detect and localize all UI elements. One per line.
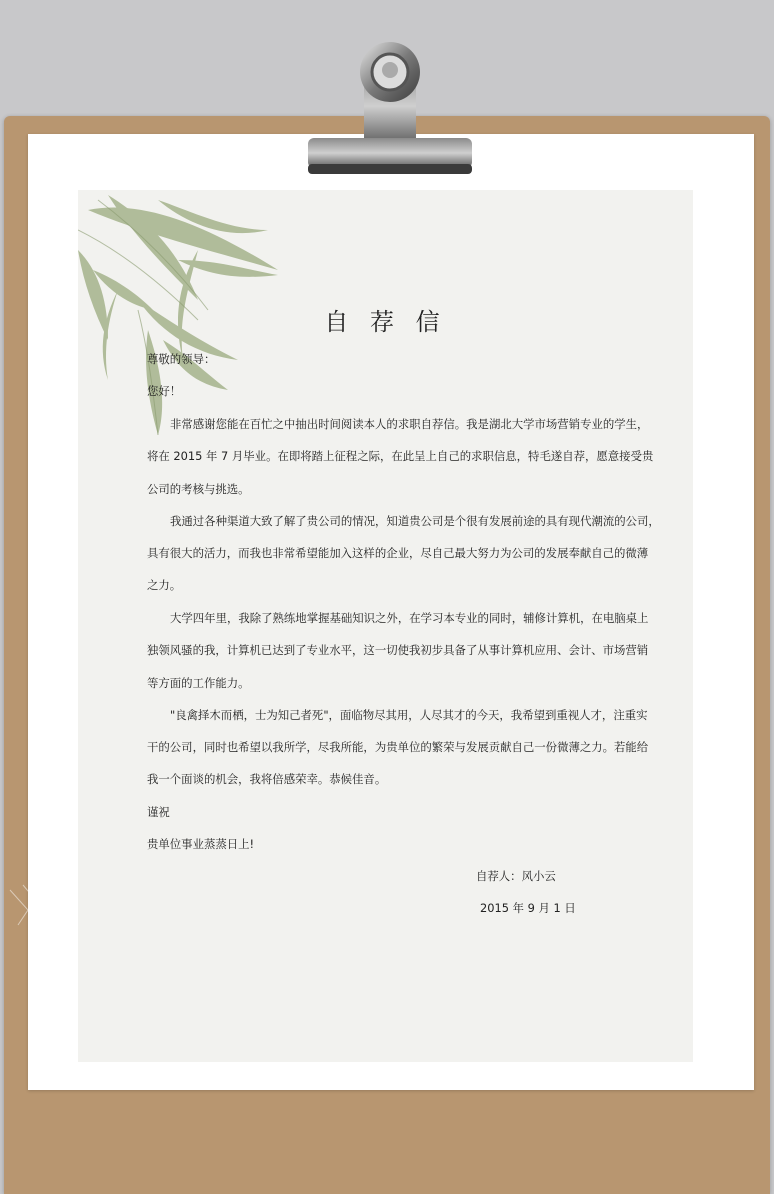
paragraph-1-line-1: 非常感谢您能在百忙之中抽出时间阅读本人的求职自荐信。我是湖北大学市场营销专业的学生， [170,417,649,431]
paragraph-4-line-1: "良禽择木而栖，士为知己者死"，面临物尽其用，人尽其才的今天，我希望到重视人才，注重实 [170,708,648,722]
paragraph-3-line-2: 独领风骚的我，计算机已达到了专业水平，这一切使我初步具备了从事计算机应用、会计、市场营销 [147,643,649,657]
paragraph-4-line-3: 我一个面谈的机会，我将倍感荣幸。恭候佳音。 [147,772,387,786]
salutation: 尊敬的领导： [147,352,216,366]
closing: 谨祝 [147,805,170,819]
paragraph-2-line-3: 之力。 [147,578,182,592]
paragraph-1-line-2: 将在 2015 年 7 月毕业。在即将踏上征程之际，在此呈上自己的求职信息，特毛遂自荐，愿意接受贵 [147,449,654,463]
paragraph-3-line-1: 大学四年里，我除了熟练地掌握基础知识之外，在学习本专业的同时，辅修计算机，在电脑桌上 [170,611,649,625]
letter-title: 自 荐 信 [324,308,447,336]
binder-clip-icon [300,26,480,178]
paragraph-2-line-2: 具有很大的活力，而我也非常希望能加入这样的企业，尽自己最大努力为公司的发展奉献自己的微薄 [147,546,649,560]
paragraph-1-line-3: 公司的考核与挑选。 [147,482,250,496]
paragraph-3-line-3: 等方面的工作能力。 [147,676,250,690]
paragraph-4-line-2: 干的公司，同时也希望以我所学，尽我所能，为贵单位的繁荣与发展贡献自己一份微薄之力。若能给 [147,740,649,754]
greeting: 您好！ [147,384,182,398]
watermark-icon [8,880,78,930]
signature: 自荐人：风小云 [476,869,556,883]
date: 2015 年 9 月 1 日 [480,901,576,915]
closing-wish: 贵单位事业蒸蒸日上! [147,837,255,851]
paragraph-2-line-1: 我通过各种渠道大致了解了贵公司的情况，知道贵公司是个很有发展前途的具有现代潮流的公司， [170,514,660,528]
